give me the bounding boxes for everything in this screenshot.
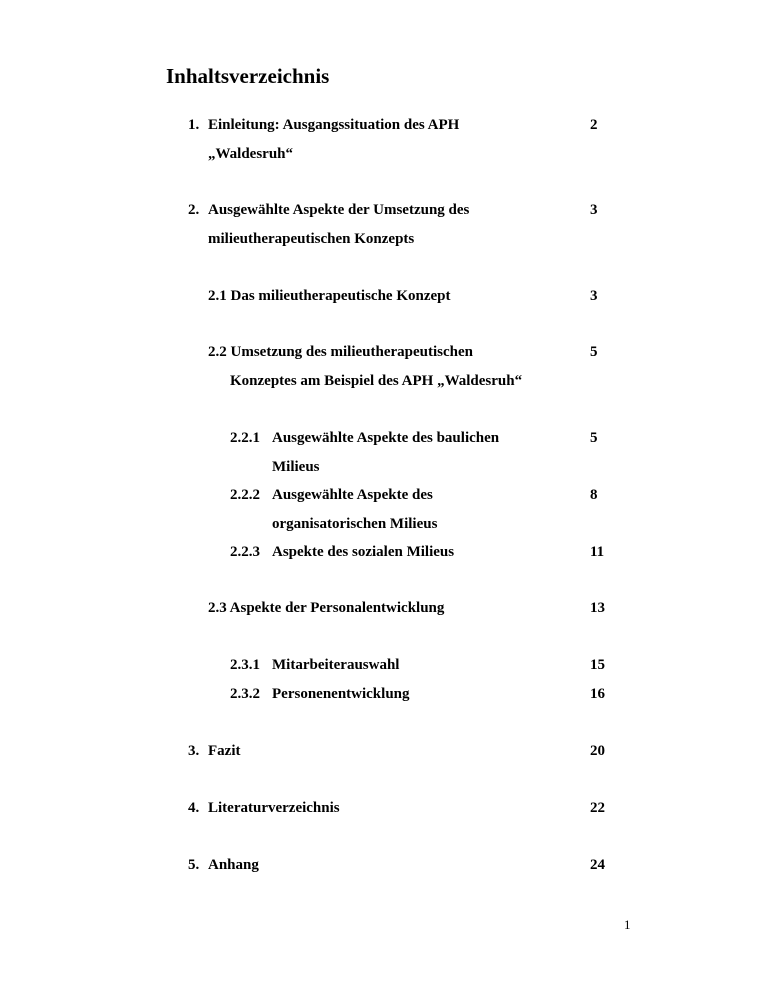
toc-entry-2-1: 2.1 Das milieutherapeutische Konzept xyxy=(208,288,451,304)
toc-entry-title: Literaturverzeichnis xyxy=(208,800,340,816)
toc-entry-2-2-1 xyxy=(230,430,500,446)
toc-entry-title-continued: Milieus xyxy=(272,459,320,475)
toc-entry-title: Aspekte des sozialen Milieus xyxy=(272,544,455,560)
toc-entry-page: 2 xyxy=(590,117,598,133)
toc-entry-2-3-1 xyxy=(230,657,400,673)
toc-entry-number: 4. xyxy=(188,800,200,816)
toc-entry-number: 2.3.2 xyxy=(230,686,260,702)
toc-entry-number: 1. xyxy=(188,117,200,133)
toc-entry-title: Fazit xyxy=(208,743,241,759)
toc-entry-page: 20 xyxy=(590,743,605,759)
toc-entry-title-continued: Konzeptes am Beispiel des APH „Waldesruh“ xyxy=(230,373,523,389)
toc-entry-title-continued: „Waldesruh“ xyxy=(208,146,294,162)
toc-entry-page: 24 xyxy=(590,857,605,873)
toc-entry-2 xyxy=(188,202,470,218)
toc-entry-3 xyxy=(188,743,241,759)
toc-entry-title: Ausgewählte Aspekte des baulichen xyxy=(272,430,500,446)
toc-entry-title: Ausgewählte Aspekte des xyxy=(272,487,433,503)
toc-entry-4 xyxy=(188,800,340,816)
toc-entry-number: 2. xyxy=(188,202,200,218)
toc-entry-2-3-2 xyxy=(230,686,410,702)
toc-entry-page: 16 xyxy=(590,686,605,702)
toc-entry-number: 2.2.3 xyxy=(230,544,260,560)
toc-entry-page: 5 xyxy=(590,344,598,360)
toc-title: Inhaltsverzeichnis xyxy=(166,64,330,88)
toc-entry-page: 11 xyxy=(590,544,605,560)
toc-entry-page: 15 xyxy=(590,657,605,673)
toc-entry-title-continued: organisatorischen Milieus xyxy=(272,516,438,532)
toc-entry-number: 5. xyxy=(188,857,200,873)
toc-entry-2-2-2 xyxy=(230,487,433,503)
toc-entry-title: Personenentwicklung xyxy=(272,686,410,702)
toc-entry-number: 3. xyxy=(188,743,200,759)
toc-entry-2-3: 2.3 Aspekte der Personalentwicklung xyxy=(208,600,445,616)
toc-entry-5 xyxy=(188,857,259,873)
toc-entry-page: 13 xyxy=(590,600,605,616)
toc-entry-page: 3 xyxy=(590,202,598,218)
toc-entry-title: Mitarbeiterauswahl xyxy=(272,657,400,673)
toc-entry-page: 3 xyxy=(590,288,598,304)
toc-entry-title: Einleitung: Ausgangssituation des APH xyxy=(208,117,460,133)
toc-entry-page: 8 xyxy=(590,487,598,503)
toc-entry-page: 5 xyxy=(590,430,598,446)
toc-entry-number: 2.2.1 xyxy=(230,430,260,446)
toc-entry-title-continued: milieutherapeutischen Konzepts xyxy=(208,231,415,247)
toc-entry-2-2: 2.2 Umsetzung des milieutherapeutischen xyxy=(208,344,473,360)
toc-entry-number: 2.3.1 xyxy=(230,657,260,673)
toc-entry-title: Anhang xyxy=(208,857,259,873)
page-number: 1 xyxy=(624,917,631,932)
toc-entry-page: 22 xyxy=(590,800,605,816)
toc-entry-title: Ausgewählte Aspekte der Umsetzung des xyxy=(208,202,470,218)
toc-entry-number: 2.2.2 xyxy=(230,487,260,503)
toc-entry-2-2-3 xyxy=(230,544,455,560)
toc-entry-1 xyxy=(188,117,460,133)
